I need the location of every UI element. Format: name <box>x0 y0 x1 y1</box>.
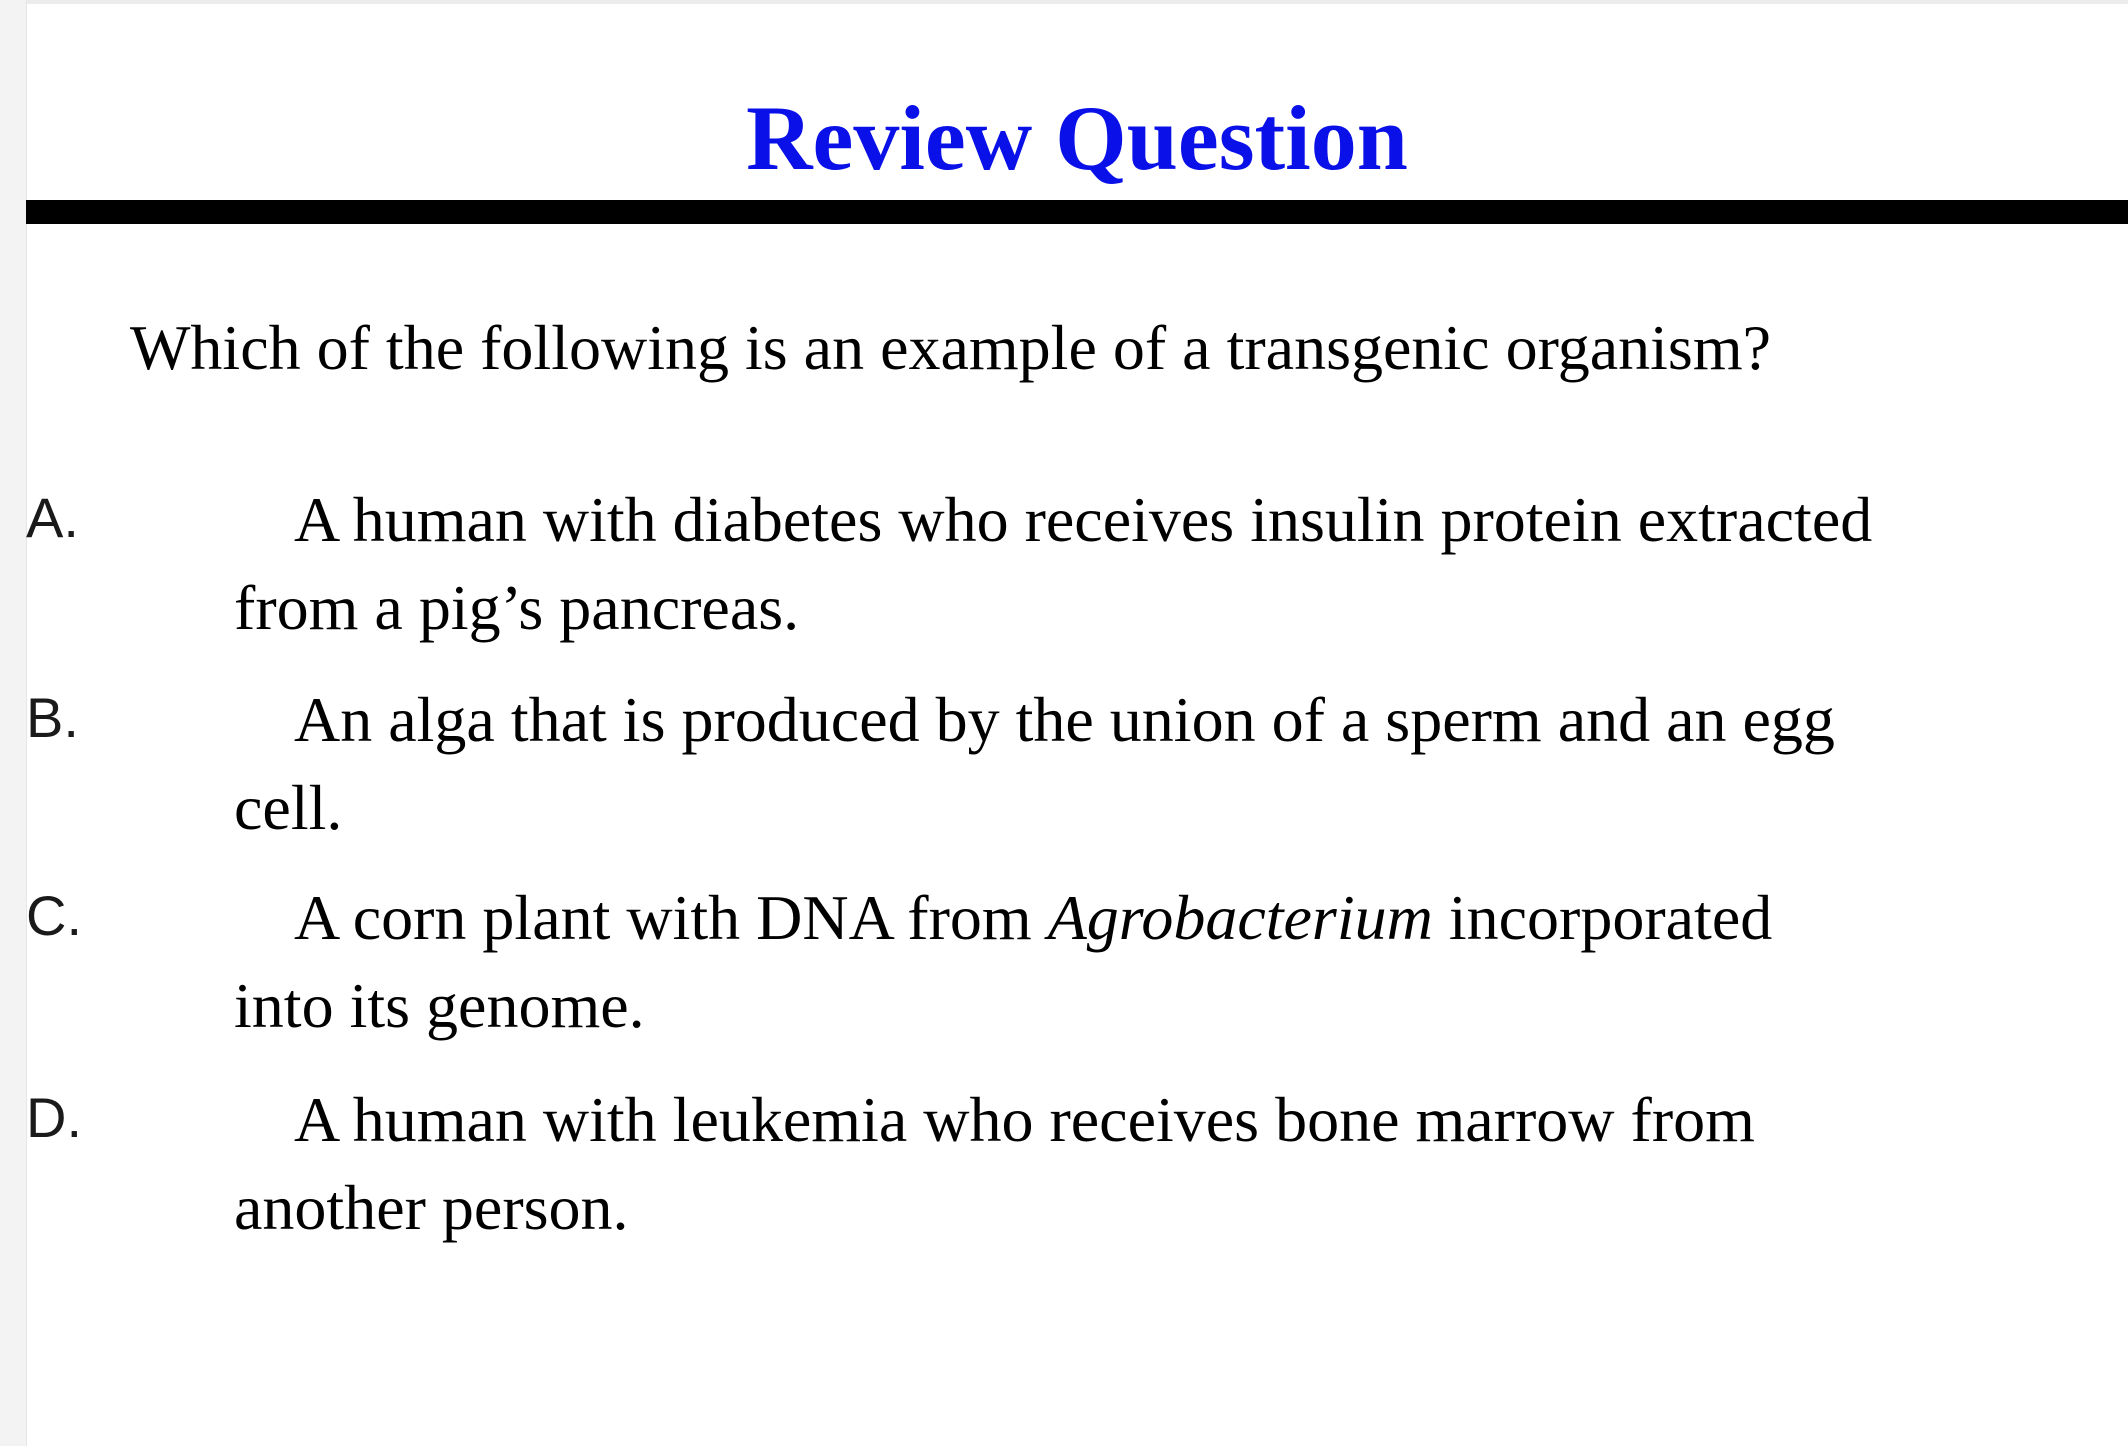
option-d-line-2: another person. <box>234 1172 629 1243</box>
option-c-line-2: into its genome. <box>234 970 645 1041</box>
option-b-line-2: cell. <box>234 772 343 843</box>
option-b-line-1: An alga that is produced by the union of a sperm and an egg <box>294 684 1835 755</box>
option-d-line-1: A human with leukemia who receives bone marrow from <box>294 1084 1755 1155</box>
option-c-italic-organism: Agrobacterium <box>1047 882 1433 953</box>
option-b <box>234 676 2054 852</box>
option-a-letter: A. <box>26 486 79 549</box>
option-a <box>234 476 2054 652</box>
option-d-letter: D. <box>26 1086 82 1149</box>
option-c-letter: C. <box>26 884 82 947</box>
option-d <box>234 1076 2054 1252</box>
question-text: Which of the following is an example of a transgenic organism? <box>130 312 1771 383</box>
top-edge <box>0 0 2128 4</box>
slide-title: Review Question <box>746 87 1408 189</box>
left-margin-strip <box>0 0 27 1446</box>
option-b-letter: B. <box>26 686 79 749</box>
title-divider <box>26 200 2128 224</box>
option-c-line-1 <box>234 874 2054 962</box>
option-c <box>234 874 2054 1050</box>
option-a-line-1: A human with diabetes who receives insulin protein extracted <box>294 484 1873 555</box>
option-a-line-2: from a pig’s pancreas. <box>234 572 800 643</box>
option-c-line-1-end: incorporated <box>1432 882 1773 953</box>
option-c-line-1-start: A corn plant with DNA from <box>294 882 1048 953</box>
